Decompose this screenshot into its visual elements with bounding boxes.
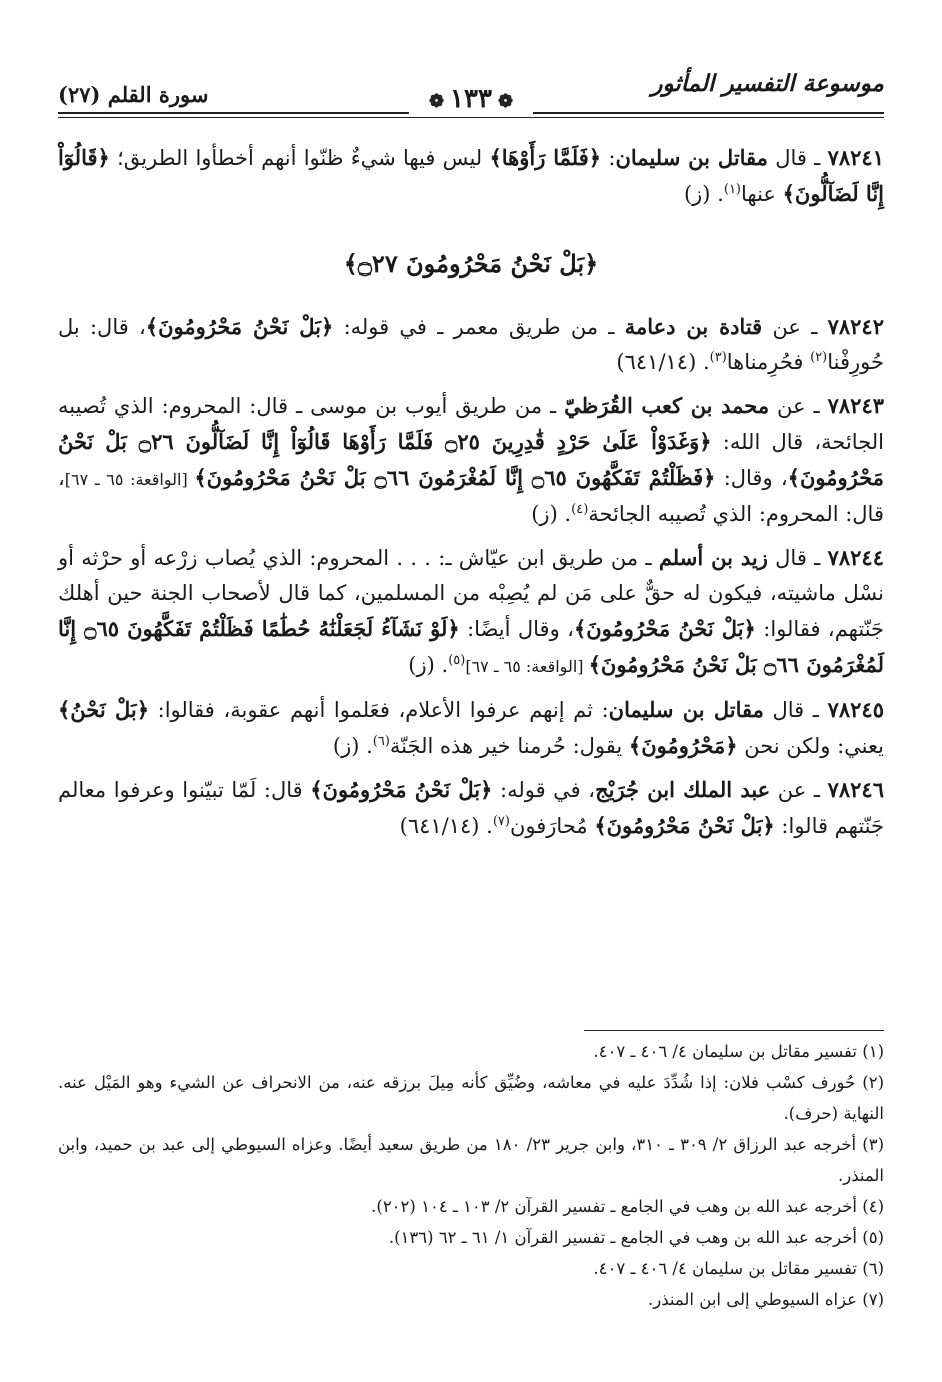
entry-text: ـ عن: [769, 394, 828, 418]
entry-text: عنها: [741, 182, 783, 206]
entry-text: ـ قال: [767, 546, 828, 570]
entry-text: ـ من طريق معمر ـ في قوله:: [333, 315, 625, 339]
footnote-marker: (٥): [448, 653, 466, 668]
entry-text: . (٦٤١/١٤): [399, 814, 493, 838]
quran-quote: ﴿قَالُوٓاْ إِنَّا لَضَآلُّونَ﴾: [58, 145, 884, 206]
entry-text: ، قال: بل حُورِفْنا: [58, 315, 884, 374]
footnote-marker: (٣): [709, 350, 727, 365]
entry-number: ٧٨٢٤٦: [827, 777, 884, 802]
narrator-name: محمد بن كعب القُرَظيّ: [564, 393, 770, 418]
narrator-name: زيد بن أسلم: [658, 545, 768, 570]
entry-text: فحُرِمناها: [726, 350, 811, 374]
footnote-1: (١) تفسير مقاتل بن سليمان ٤/ ٤٠٦ ـ ٤٠٧.: [593, 1042, 884, 1061]
footnote-2: (٢) حُورف كسْب فلان: إذا شُدِّدَ عليه في معاشه، وضُيِّق كأنه مِيلَ برزقه عنه، من الانحراف عن الشيء وهو المَيْل عنه. النهاية (حرف).: [58, 1073, 884, 1123]
footnote-7: (٧) عزاه السيوطي إلى ابن المنذر.: [648, 1290, 884, 1309]
running-header: [58, 70, 884, 122]
header-rule: [58, 117, 884, 118]
ornament-icon: ❁: [428, 91, 445, 112]
quran-quote: ﴿بَلْ نَحْنُ﴾: [58, 697, 149, 722]
entry-text: :: [601, 146, 616, 170]
footnote-marker: (٤): [571, 502, 589, 517]
entry-text: ـ قال: [767, 146, 828, 170]
quran-quote: ﴿بَلْ نَحْنُ مَحْرُومُونَ﴾: [145, 314, 334, 339]
entry-number: ٧٨٢٤٥: [827, 697, 884, 722]
footnote-marker: (٦): [372, 734, 390, 749]
quran-quote: ﴿بَلْ نَحْنُ مَحْرُومُونَ﴾: [594, 813, 775, 838]
page-number: ١٣٣: [450, 84, 492, 114]
entry-number: ٧٨٢٤١: [827, 145, 884, 170]
ornament-icon: ❁: [497, 91, 514, 112]
quran-quote: ﴿فَلَمَّا رَأَوْهَا﴾: [489, 145, 602, 170]
narrator-name: مقاتل بن سليمان: [608, 697, 764, 722]
entry-text: يقول: حُرمنا خير هذه الجَنّة: [389, 734, 629, 758]
book-title: موسوعة التفسير المأثور: [651, 70, 884, 97]
entry-text: ـ من طريق ابن عيّاش ـ: . . . المحروم: الذي يُصاب زرْعه أو حرْثه أو نسْل ماشيته، فيكون له حقٌّ على مَن لم يُصِبْه من المسلمين، كما قال لأصحاب الجنة حين أهلك جَنّتهم، فقالوا:: [58, 546, 885, 641]
main-text: [58, 140, 884, 852]
entry-text: . (٦٤١/١٤): [616, 350, 710, 374]
entry-78245: [58, 692, 884, 764]
narrator-name: عبد الملك ابن جُرَيْج: [595, 777, 771, 802]
entry-text: ـ عن: [770, 778, 828, 802]
footnote-marker: (١): [723, 182, 741, 197]
entry-text: ، وقال أيضًا:: [459, 617, 574, 641]
narrator-name: مقاتل بن سليمان: [615, 145, 768, 170]
quran-quote: ﴿بَلْ نَحْنُ مَحْرُومُونَ﴾: [310, 777, 493, 802]
entry-text: ـ عن: [762, 315, 828, 339]
verse-reference: [الواقعة: ٦٥ ـ ٦٧]: [64, 470, 195, 489]
quran-quote: ﴿مَحْرُومُونَ﴾: [628, 733, 738, 758]
surah-label: سورة القلم (٢٧): [58, 82, 209, 107]
entry-text: ـ من طريق أيوب بن موسى ـ قال: المحروم: الذي تُصيبه الجائحة، قال الله:: [58, 394, 884, 454]
section-verse-heading: ﴿بَلْ نَحْنُ مَحْرُومُونَ ۝٢٧﴾: [343, 249, 599, 278]
footnote-separator: [584, 1030, 884, 1031]
entry-text: قال: لَمّا تبيّنوا وعرفوا معالم جَنّتهم قالوا:: [58, 778, 884, 838]
entry-78242: [58, 309, 884, 380]
entry-78241: [58, 140, 884, 212]
entry-number: ٧٨٢٤٤: [827, 545, 884, 570]
verse-reference: [الواقعة: ٦٥ ـ ٦٧]: [465, 657, 589, 676]
entry-number: ٧٨٢٤٢: [827, 314, 884, 339]
footnote-marker: (٢): [810, 350, 828, 365]
page-number-block: [409, 84, 533, 114]
entry-text: ـ قال: [763, 698, 828, 722]
entry-text: . (ز): [683, 182, 724, 206]
entry-number: ٧٨٢٤٣: [827, 393, 885, 418]
narrator-name: قتادة بن دعامة: [624, 314, 763, 339]
entry-text: : ثم إنهم عرفوا الأعلام، فعَلموا أنهم عقوبة، فقالوا:: [149, 698, 609, 722]
entry-text: ، وقال:: [715, 466, 788, 490]
entry-text: ، في قوله:: [492, 778, 596, 802]
entry-78244: [58, 540, 884, 684]
entry-78246: [58, 772, 884, 844]
quran-quote: ﴿لَوْ نَشَآءُ لَجَعَلْنَٰهُ حُطَٰمًا فَظَلْتُمْ تَفَكَّهُونَ ۝٦٥ إِنَّا لَمُغْرَمُونَ ۝٦٦ بَلْ نَحْنُ مَحْرُومُونَ﴾: [58, 616, 884, 677]
entry-text: . (ز): [531, 502, 572, 526]
entry-text: ليس فيها شيءٌ ظنّوا أنهم أخطأوا الطريق؛: [109, 146, 490, 170]
quran-quote: ﴿فَظَلْتُمْ تَفَكَّهُونَ ۝٦٥ إِنَّا لَمُغْرَمُونَ ۝٦٦ بَلْ نَحْنُ مَحْرُومُونَ﴾: [194, 465, 716, 490]
footnote-3: (٣) أخرجه عبد الرزاق ٢/ ٣٠٩ ـ ٣١٠، وابن جرير ٢٣/ ١٨٠ من طريق سعيد أيضًا. وعزاه السيوطي إلى عبد بن حميد، وابن المنذر.: [58, 1135, 885, 1185]
entry-text: ، قال: المحروم: الذي تُصيبه الجائحة: [58, 466, 884, 526]
footnotes: [58, 1036, 884, 1315]
entry-text: يعني: ولكن نحن: [737, 734, 884, 758]
entry-text: . (ز): [408, 653, 449, 677]
entry-text: مُحارَفون: [509, 814, 595, 838]
quran-quote: ﴿وَغَدَوْاْ عَلَىٰ حَرْدٍ قَٰدِرِينَ ۝٢٥ فَلَمَّا رَأَوْهَا قَالُوٓاْ إِنَّا لَضَآلُّونَ ۝٢٦ بَلْ نَحْنُ مَحْرُومُونَ﴾: [58, 429, 884, 490]
footnote-marker: (٧): [492, 814, 510, 829]
footnote-4: (٤) أخرجه عبد الله بن وهب في الجامع ـ تفسير القرآن ٢/ ١٠٣ ـ ١٠٤ (٢٠٢).: [371, 1197, 884, 1216]
entry-text: . (ز): [332, 734, 373, 758]
footnote-5: (٥) أخرجه عبد الله بن وهب في الجامع ـ تفسير القرآن ١/ ٦١ ـ ٦٢ (١٣٦).: [388, 1228, 884, 1247]
quran-quote: ﴿بَلْ نَحْنُ مَحْرُومُونَ﴾: [573, 616, 756, 641]
footnote-6: (٦) تفسير مقاتل بن سليمان ٤/ ٤٠٦ ـ ٤٠٧.: [593, 1259, 884, 1278]
entry-78243: [58, 388, 884, 532]
